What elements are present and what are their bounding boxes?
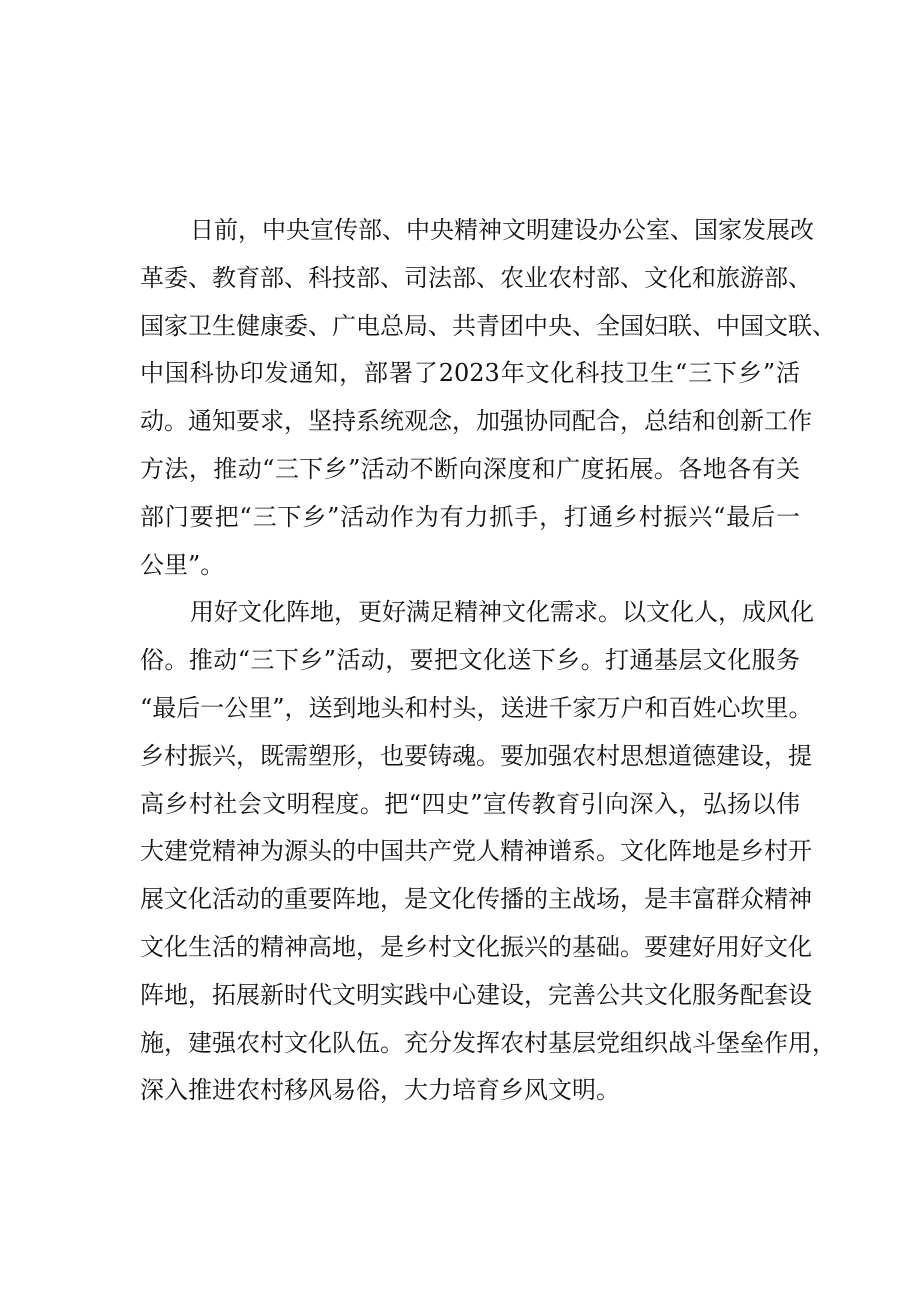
paragraph-line: 公里”。 bbox=[140, 550, 225, 579]
document-body bbox=[140, 207, 836, 1115]
paragraph-line: 日前，中央宣传部、中央精神文明建设办公室、国家发展改 bbox=[190, 216, 814, 244]
paragraph-1 bbox=[140, 207, 836, 589]
paragraph-line: 阵地，拓展新时代文明实践中心建设，完善公共文化服务配套设 bbox=[140, 980, 812, 1009]
paragraph-line: 部门要把“三下乡”活动作为有力抓手，打通乡村振兴“最后一 bbox=[140, 502, 800, 531]
paragraph-line: 文化生活的精神高地，是乡村文化振兴的基础。要建好用好文化 bbox=[140, 932, 812, 961]
paragraph-2 bbox=[140, 589, 836, 1115]
paragraph-line: “最后一公里”，送到地头和村头，送进千家万户和百姓心坎里。 bbox=[140, 693, 813, 722]
paragraph-line: 动。通知要求，坚持系统观念，加强协同配合，总结和创新工作 bbox=[140, 407, 812, 436]
paragraph-line: 高乡村社会文明程度。把“四史”宣传教育引向深入，弘扬以伟 bbox=[140, 789, 800, 818]
paragraph-line: 乡村振兴，既需塑形，也要铸魂。要加强农村思想道德建设，提 bbox=[140, 741, 812, 770]
paragraph-line: 施，建强农村文化队伍。充分发挥农村基层党组织战斗堡垒作用， bbox=[140, 1028, 836, 1057]
paragraph-line: 大建党精神为源头的中国共产党人精神谱系。文化阵地是乡村开 bbox=[140, 837, 812, 866]
paragraph-line: 中国科协印发通知，部署了2023年文化科技卫生“三下乡”活 bbox=[140, 359, 800, 388]
paragraph-line: 用好文化阵地，更好满足精神文化需求。以文化人，成风化 bbox=[190, 598, 814, 627]
paragraph-line: 展文化活动的重要阵地，是文化传播的主战场，是丰富群众精神 bbox=[140, 885, 812, 914]
paragraph-line: 深入推进农村移风易俗，大力培育乡风文明。 bbox=[140, 1076, 620, 1105]
paragraph-line: 革委、教育部、科技部、司法部、农业农村部、文化和旅游部、 bbox=[140, 263, 812, 292]
paragraph-line: 方法，推动“三下乡”活动不断向深度和广度拓展。各地各有关 bbox=[140, 454, 800, 483]
paragraph-line: 俗。推动“三下乡”活动，要把文化送下乡。打通基层文化服务 bbox=[140, 646, 800, 675]
paragraph-line: 国家卫生健康委、广电总局、共青团中央、全国妇联、中国文联、 bbox=[140, 311, 836, 340]
